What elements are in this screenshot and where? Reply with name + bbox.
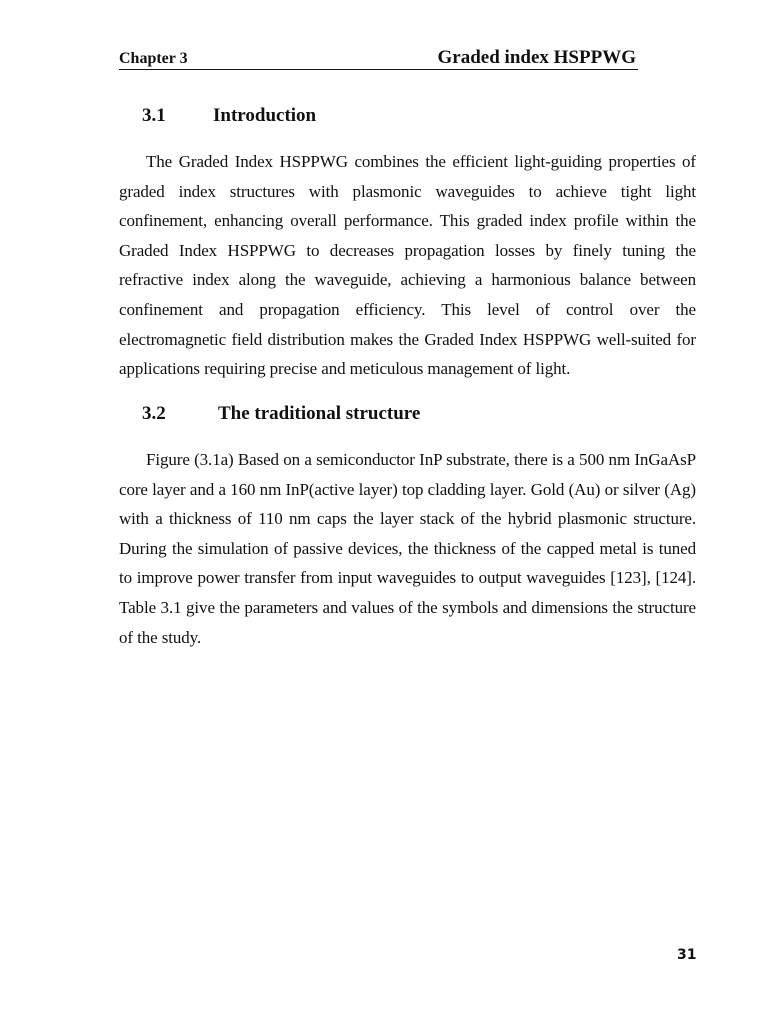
header-chapter: Chapter 3 <box>119 50 188 67</box>
page-header <box>119 46 638 70</box>
header-title: Graded index HSPPWG <box>437 47 636 68</box>
introduction-paragraph: The Graded Index HSPPWG combines the efficient light-guiding properties of graded index structures with plasmonic waveguides to achieve tight light confinement, enhancing overall performance. This graded index profile within the Graded Index HSPPWG to decreases propagation losses by finely tuning the refractive index along the waveguide, achieving a harmonious balance between confinement and propagation efficiency. This level of control over the electromagnetic field distribution makes the Graded Index HSPPWG well-suited for applications requiring precise and meticulous management of light. <box>119 152 696 379</box>
page-number: 31 <box>677 947 697 963</box>
section-heading-traditional-structure <box>142 403 420 425</box>
section-heading-introduction <box>142 105 316 127</box>
section-number: 3.2 <box>142 403 166 424</box>
section-title: The traditional structure <box>218 403 421 424</box>
traditional-structure-paragraph: Figure (3.1a) Based on a semiconductor InP substrate, there is a 500 nm InGaAsP core layer and a 160 nm InP(active layer) top cladding layer. Gold (Au) or silver (Ag) with a thickness of 110 nm caps the layer stack of the hybrid plasmonic structure. During the simulation of passive devices, the thickness of the capped metal is tuned to improve power transfer from input waveguides to output waveguides [123], [124]. Table 3.1 give the parameters and values of the symbols and dimensions the structure of the study. <box>119 450 696 647</box>
section-number: 3.1 <box>142 105 166 126</box>
section-title: Introduction <box>213 105 317 126</box>
